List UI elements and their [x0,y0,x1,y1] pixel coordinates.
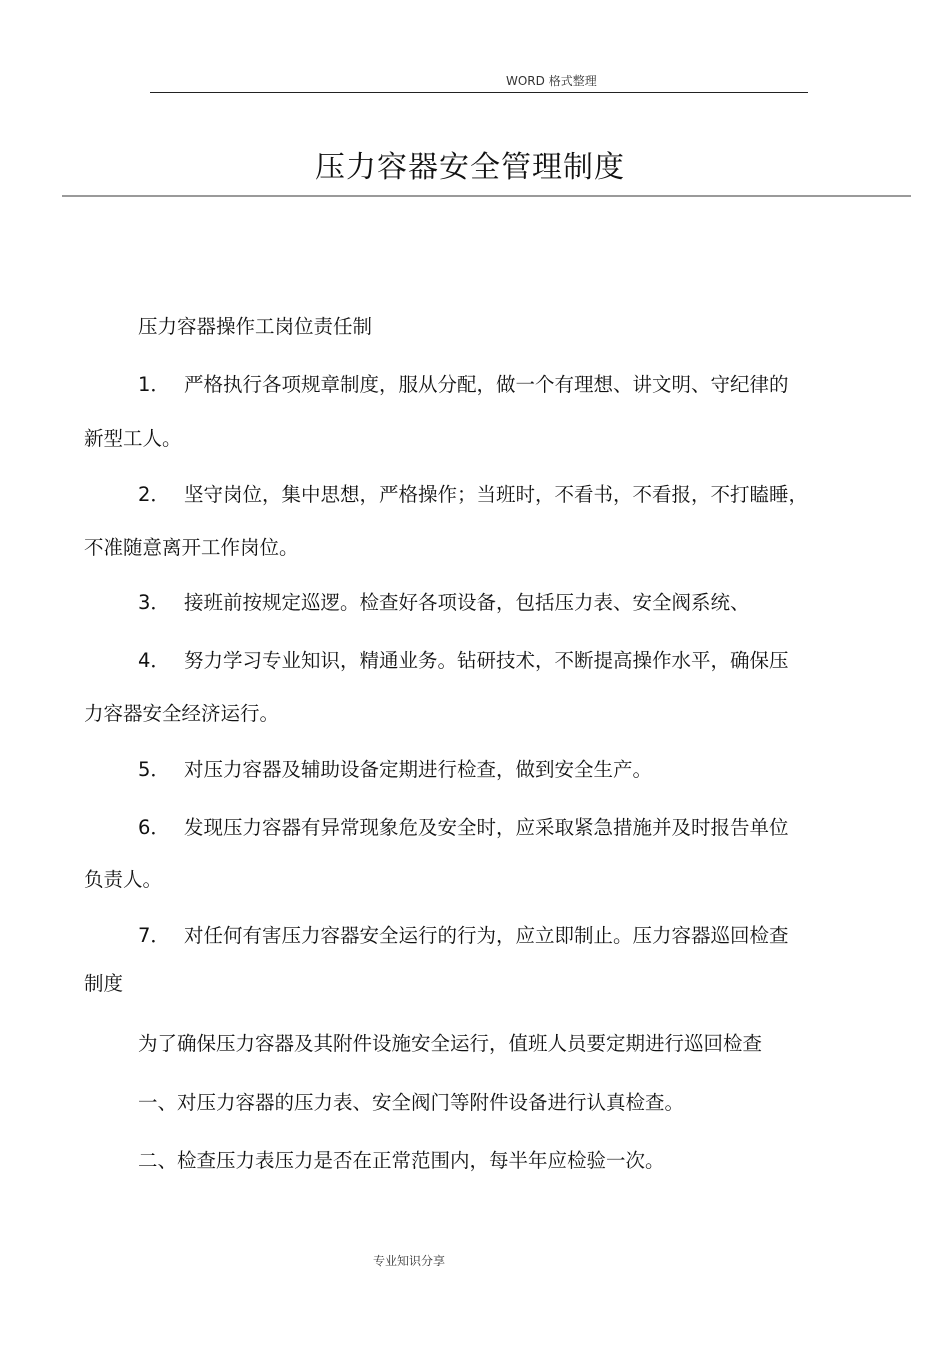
document-title: 压力容器安全管理制度 [315,150,625,185]
list-item-1-line1 [138,372,789,398]
list-item-7-line1 [138,923,789,949]
list-item-text: 努力学习专业知识，精通业务。钻研技术，不断提高操作水平，确保压 [184,649,789,672]
list-item-number: 6． [138,816,170,839]
page-header-text: WORD 格式整理 [506,74,597,88]
list-item-2-line2: 不准随意离开工作岗位。 [84,536,299,559]
list-item-number: 1． [138,373,170,396]
list-item-text: 接班前按规定巡逻。检查好各项设备，包括压力表、安全阀系统、 [184,591,750,614]
list-item-7-line2: 制度 [84,972,124,995]
list-item-number: 3． [138,591,170,614]
list-item-6-line2: 负责人。 [84,868,163,891]
list-item-text: 发现压力容器有异常现象危及安全时，应采取紧急措施并及时报告单位 [184,816,789,839]
page-header [150,70,808,93]
list-item-2-line1 [138,482,808,508]
list-item-number: 5． [138,758,170,781]
list-item-1-line2: 新型工人。 [84,427,182,450]
list-item-number: 4． [138,649,170,672]
list-item-6-line1 [138,815,789,841]
list-item-number: 7． [138,924,170,947]
list-item-5-line1 [138,757,652,783]
list-item-text: 严格执行各项规章制度，服从分配，做一个有理想、讲文明、守纪律的 [184,373,789,396]
list-item-text: 对任何有害压力容器安全运行的行为，应立即制止。压力容器巡回检查 [184,924,789,947]
list-item-4-line2: 力容器安全经济运行。 [84,702,280,725]
title-divider [62,195,911,197]
list-item-3-line1 [138,590,750,616]
list-item-number: 2． [138,483,170,506]
section-heading: 压力容器操作工岗位责任制 [138,315,373,338]
paragraph-inspection-two: 二、检查压力表压力是否在正常范围内，每半年应检验一次。 [138,1149,665,1172]
paragraph-inspection-one: 一、对压力容器的压力表、安全阀门等附件设备进行认真检查。 [138,1091,685,1114]
list-item-text: 坚守岗位，集中思想，严格操作；当班时，不看书，不看报，不打瞌睡， [184,483,809,506]
page-footer: 专业知识分享 [372,1254,445,1268]
paragraph-inspection-intro: 为了确保压力容器及其附件设施安全运行，值班人员要定期进行巡回检查 [138,1032,763,1055]
list-item-4-line1 [138,648,789,674]
list-item-text: 对压力容器及辅助设备定期进行检查，做到安全生产。 [184,758,653,781]
